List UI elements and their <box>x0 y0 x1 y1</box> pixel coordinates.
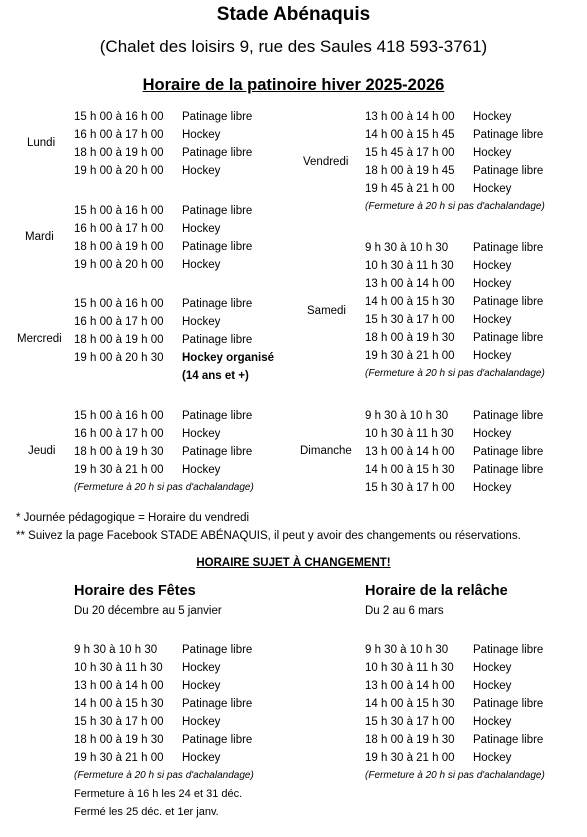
schedule-row <box>365 731 575 749</box>
schedule-row <box>365 126 575 144</box>
row-time: 14 h 00 à 15 h 30 <box>365 464 455 476</box>
row-activity: Patinage libre <box>182 147 253 159</box>
row-time: 16 h 00 à 17 h 00 <box>74 316 164 328</box>
row-activity: Patinage libre <box>473 698 544 710</box>
row-time: 14 h 00 à 15 h 30 <box>74 698 164 710</box>
schedule-block-vendredi <box>365 108 575 216</box>
row-activity: Patinage libre <box>473 296 544 308</box>
schedule-block-dimanche <box>365 407 575 497</box>
schedule-row <box>365 443 575 461</box>
row-activity: Hockey <box>182 716 221 728</box>
row-activity: Patinage libre <box>473 644 544 656</box>
row-time: 18 h 00 à 19 h 45 <box>365 165 455 177</box>
row-activity: Patinage libre <box>182 241 253 253</box>
row-time: 15 h 45 à 17 h 00 <box>365 147 455 159</box>
row-time: 19 h 30 à 21 h 00 <box>365 752 455 764</box>
row-activity: Hockey <box>182 129 221 141</box>
row-activity: Hockey <box>473 278 512 290</box>
schedule-row <box>365 425 575 443</box>
row-activity: Hockey <box>473 260 512 272</box>
schedule-row <box>365 311 575 329</box>
relache-title: Horaire de la relâche <box>365 583 508 599</box>
day-label-vendredi: Vendredi <box>303 156 349 168</box>
schedule-row <box>74 749 284 767</box>
schedule-block-fetes <box>74 641 284 821</box>
row-activity: Patinage libre <box>182 446 253 458</box>
row-activity: Patinage libre <box>182 698 253 710</box>
day-label-samedi: Samedi <box>307 305 346 317</box>
schedule-row <box>365 162 575 180</box>
row-time: 16 h 00 à 17 h 00 <box>74 428 164 440</box>
row-activity: Patinage libre <box>182 111 253 123</box>
row-activity: Hockey <box>473 662 512 674</box>
row-activity: Hockey <box>473 111 512 123</box>
row-time: 19 h 30 à 21 h 00 <box>365 350 455 362</box>
schedule-row <box>365 677 575 695</box>
schedule-row <box>74 295 284 313</box>
row-time: 18 h 00 à 19 h 00 <box>74 241 164 253</box>
row-activity: Patinage libre <box>182 334 253 346</box>
day-label-mardi: Mardi <box>25 231 54 243</box>
schedule-row <box>74 641 284 659</box>
row-time: 19 h 45 à 21 h 00 <box>365 183 455 195</box>
schedule-row <box>74 407 284 425</box>
page-title: Stade Abénaquis <box>216 4 371 25</box>
schedule-block-relache <box>365 641 575 785</box>
row-activity: Hockey <box>473 428 512 440</box>
row-time: 18 h 00 à 19 h 30 <box>365 332 455 344</box>
schedule-row <box>74 659 284 677</box>
schedule-row <box>365 713 575 731</box>
closing-note: (Fermeture à 20 h si pas d'achalandage) <box>365 770 545 781</box>
age-restriction: (14 ans et +) <box>182 370 249 382</box>
relache-dates: Du 2 au 6 mars <box>365 605 444 617</box>
schedule-row <box>365 144 575 162</box>
row-activity: Hockey <box>473 680 512 692</box>
row-activity: Patinage libre <box>473 129 544 141</box>
fetes-dates: Du 20 décembre au 5 janvier <box>74 605 222 617</box>
row-activity: Patinage libre <box>473 165 544 177</box>
row-activity: Patinage libre <box>473 242 544 254</box>
row-time: 14 h 00 à 15 h 45 <box>365 129 455 141</box>
row-activity: Patinage libre <box>473 446 544 458</box>
row-activity: Patinage libre <box>182 298 253 310</box>
row-time: 18 h 00 à 19 h 30 <box>365 734 455 746</box>
row-activity: Patinage libre <box>182 410 253 422</box>
schedule-row <box>74 677 284 695</box>
row-activity: Hockey <box>473 350 512 362</box>
row-time: 13 h 00 à 14 h 00 <box>365 446 455 458</box>
schedule-heading: Horaire de la patinoire hiver 2025-2026 <box>142 76 445 94</box>
row-activity: Hockey <box>182 428 221 440</box>
row-activity: Hockey <box>182 316 221 328</box>
row-time: 19 h 00 à 20 h 00 <box>74 165 164 177</box>
schedule-row <box>74 313 284 331</box>
schedule-row <box>74 238 274 256</box>
schedule-row <box>365 239 575 257</box>
row-time: 13 h 00 à 14 h 00 <box>365 111 455 123</box>
row-time: 13 h 00 à 14 h 00 <box>365 278 455 290</box>
row-time: 14 h 00 à 15 h 30 <box>365 698 455 710</box>
row-activity: Hockey <box>473 752 512 764</box>
row-time: 19 h 00 à 20 h 30 <box>74 352 164 364</box>
row-activity: Hockey <box>182 752 221 764</box>
row-activity: Patinage libre <box>182 734 253 746</box>
row-time: 15 h 30 à 17 h 00 <box>365 314 455 326</box>
schedule-row <box>365 479 575 497</box>
schedule-row <box>365 347 575 365</box>
schedule-row <box>74 349 284 367</box>
schedule-row <box>74 425 284 443</box>
closing-note: (Fermeture à 20 h si pas d'achalandage) <box>365 201 545 212</box>
schedule-row <box>74 220 274 238</box>
schedule-row <box>74 162 274 180</box>
schedule-row <box>74 695 284 713</box>
row-time: 18 h 00 à 19 h 30 <box>74 446 164 458</box>
row-time: 14 h 00 à 15 h 30 <box>365 296 455 308</box>
row-activity: Patinage libre <box>473 464 544 476</box>
schedule-row <box>74 126 274 144</box>
day-label-jeudi: Jeudi <box>28 445 56 457</box>
row-time: 19 h 30 à 21 h 00 <box>74 752 164 764</box>
page-subtitle: (Chalet des loisirs 9, rue des Saules 418 593-3761) <box>99 37 488 56</box>
row-activity: Hockey <box>182 662 221 674</box>
day-label-mercredi: Mercredi <box>17 333 62 345</box>
footnote-facebook: ** Suivez la page Facebook STADE ABÉNAQUIS, il peut y avoir des changements ou réservations. <box>16 530 521 542</box>
schedule-row <box>365 329 575 347</box>
row-activity: Hockey <box>182 223 221 235</box>
row-activity: Hockey <box>182 165 221 177</box>
row-activity: Hockey <box>182 680 221 692</box>
row-time: 18 h 00 à 19 h 00 <box>74 334 164 346</box>
schedule-row <box>365 293 575 311</box>
schedule-row <box>365 749 575 767</box>
day-label-lundi: Lundi <box>27 137 56 149</box>
closing-note: (Fermeture à 20 h si pas d'achalandage) <box>365 368 545 379</box>
schedule-row <box>74 202 274 220</box>
row-activity: Hockey organisé <box>182 352 275 364</box>
schedule-block-lundi <box>74 108 274 180</box>
day-label-dimanche: Dimanche <box>300 445 352 457</box>
schedule-row <box>365 407 575 425</box>
row-time: 9 h 30 à 10 h 30 <box>74 644 158 656</box>
row-activity: Patinage libre <box>473 332 544 344</box>
row-time: 19 h 00 à 20 h 00 <box>74 259 164 271</box>
schedule-row <box>74 713 284 731</box>
row-time: 13 h 00 à 14 h 00 <box>365 680 455 692</box>
row-time: 16 h 00 à 17 h 00 <box>74 223 164 235</box>
schedule-row <box>74 443 284 461</box>
row-time: 15 h 30 à 17 h 00 <box>365 716 455 728</box>
schedule-row <box>74 461 284 479</box>
row-activity: Hockey <box>473 183 512 195</box>
row-time: 15 h 30 à 17 h 00 <box>365 482 455 494</box>
footnote-pedagogique: * Journée pédagogique = Horaire du vendredi <box>16 512 250 524</box>
row-time: 9 h 30 à 10 h 30 <box>365 410 449 422</box>
row-time: 13 h 00 à 14 h 00 <box>74 680 164 692</box>
fetes-title: Horaire des Fêtes <box>74 583 196 599</box>
row-time: 9 h 30 à 10 h 30 <box>365 644 449 656</box>
row-time: 15 h 00 à 16 h 00 <box>74 410 164 422</box>
row-time: 10 h 30 à 11 h 30 <box>365 428 454 440</box>
schedule-row <box>74 731 284 749</box>
schedule-row <box>74 331 284 349</box>
schedule-row <box>74 144 274 162</box>
row-activity: Patinage libre <box>182 205 253 217</box>
schedule-row <box>365 257 575 275</box>
row-activity: Hockey <box>473 147 512 159</box>
row-activity: Hockey <box>473 716 512 728</box>
schedule-row <box>365 180 575 198</box>
closing-note: (Fermeture à 20 h si pas d'achalandage) <box>74 770 254 781</box>
schedule-row <box>365 108 575 126</box>
row-time: 10 h 30 à 11 h 30 <box>74 662 163 674</box>
row-activity: Hockey <box>473 482 512 494</box>
schedule-block-jeudi <box>74 407 284 497</box>
row-time: 10 h 30 à 11 h 30 <box>365 662 454 674</box>
schedule-row <box>365 695 575 713</box>
schedule-row <box>365 461 575 479</box>
schedule-change-warning: HORAIRE SUJET À CHANGEMENT! <box>196 557 391 569</box>
schedule-block-mardi <box>74 202 274 274</box>
row-time: 10 h 30 à 11 h 30 <box>365 260 454 272</box>
schedule-row <box>365 641 575 659</box>
row-time: 18 h 00 à 19 h 00 <box>74 147 164 159</box>
row-time: 15 h 00 à 16 h 00 <box>74 298 164 310</box>
row-time: 15 h 00 à 16 h 00 <box>74 111 164 123</box>
row-time: 9 h 30 à 10 h 30 <box>365 242 449 254</box>
row-activity: Patinage libre <box>473 410 544 422</box>
schedule-block-mercredi <box>74 295 284 385</box>
row-activity: Patinage libre <box>182 644 253 656</box>
row-time: 15 h 00 à 16 h 00 <box>74 205 164 217</box>
schedule-row <box>365 659 575 677</box>
schedule-row <box>74 108 274 126</box>
row-time: 18 h 00 à 19 h 30 <box>74 734 164 746</box>
closing-note: (Fermeture à 20 h si pas d'achalandage) <box>74 482 254 493</box>
row-time: 16 h 00 à 17 h 00 <box>74 129 164 141</box>
schedule-row <box>74 256 274 274</box>
schedule-row-extra <box>74 367 284 385</box>
row-time: 19 h 30 à 21 h 00 <box>74 464 164 476</box>
row-activity: Patinage libre <box>473 734 544 746</box>
schedule-block-samedi <box>365 239 575 383</box>
fetes-closing-early: Fermeture à 16 h les 24 et 31 déc. <box>74 788 243 800</box>
row-activity: Hockey <box>182 464 221 476</box>
fetes-closed-days: Fermé les 25 déc. et 1er janv. <box>74 806 219 818</box>
row-activity: Hockey <box>473 314 512 326</box>
row-activity: Hockey <box>182 259 221 271</box>
row-time: 15 h 30 à 17 h 00 <box>74 716 164 728</box>
schedule-row <box>365 275 575 293</box>
